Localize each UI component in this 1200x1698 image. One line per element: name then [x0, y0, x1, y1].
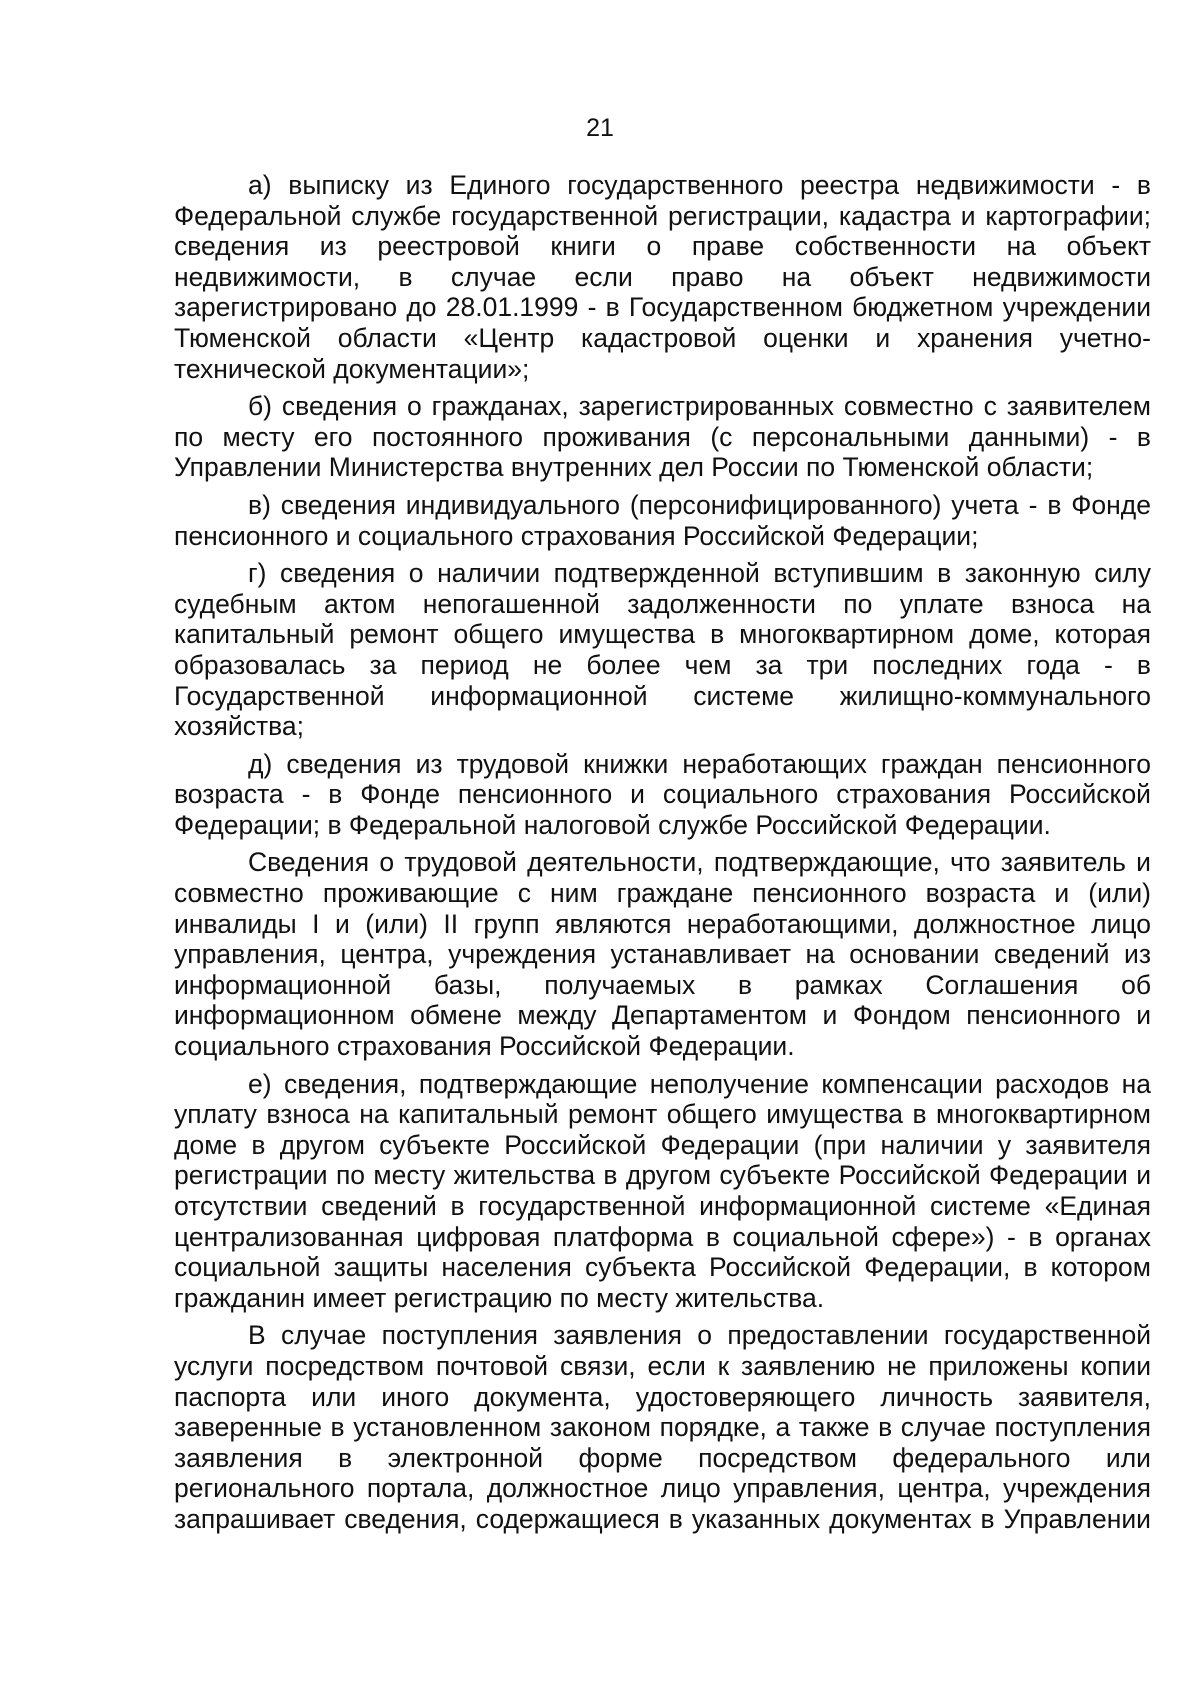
page-number: 21	[586, 114, 614, 142]
document-body	[174, 170, 1151, 1542]
paragraph-v: в) сведения индивидуального (персонифицированного) учета - в Фонде пенсионного и социального страхования Российской Федерации;	[174, 489, 1151, 551]
paragraph-work-info: Сведения о трудовой деятельности, подтверждающие, что заявитель и совместно проживающие с ним граждане пенсионного возраста и (или) инвалиды I и (или) II групп являются неработающими, должностное лицо управления, центра, учреждения устанавливает на основании сведений из информационной базы, получаемых в рамках Соглашения об информационном обмене между Департаментом и Фондом пенсионного и социального страхования Российской Федерации.	[174, 847, 1151, 1062]
paragraph-postal: В случае поступления заявления о предоставлении государственной услуги посредством почтовой связи, если к заявлению не приложены копии паспорта или иного документа, удостоверяющего личность заявителя, заверенные в установленном законом порядке, а также в случае поступления заявления в электронной форме посредством федерального или регионального портала, должностное лицо управления, центра, учреждения запрашивает сведения, содержащиеся в указанных документах в Управлении	[174, 1320, 1151, 1534]
paragraph-g: г) сведения о наличии подтвержденной вступившим в законную силу судебным актом непогашенной задолженности по уплате взноса на капитальный ремонт общего имущества в многоквартирном доме, которая образовалась за период не более чем за три последних года - в Государственной информационной системе жилищно-коммунального хозяйства;	[174, 558, 1151, 742]
paragraph-e: е) сведения, подтверждающие неполучение компенсации расходов на уплату взноса на капитальный ремонт общего имущества в многоквартирном доме в другом субъекте Российской Федерации (при наличии у заявителя регистрации по месту жительства в другом субъекте Российской Федерации и отсутствии сведений в государственной информационной системе «Единая централизованная цифровая платформа в социальной сфере») - в органах социальной защиты населения субъекта Российской Федерации, в котором гражданин имеет регистрацию по месту жительства.	[174, 1068, 1151, 1313]
paragraph-d: д) сведения из трудовой книжки неработающих граждан пенсионного возраста - в Фонде пенсионного и социального страхования Российской Федерации; в Федеральной налоговой службе Российской Федерации.	[174, 748, 1151, 840]
paragraph-a: а) выписку из Единого государственного реестра недвижимости - в Федеральной службе государственной регистрации, кадастра и картографии; сведения из реестровой книги о праве собственности на объект недвижимости, в случае если право на объект недвижимости зарегистрировано до 28.01.1999 - в Государственном бюджетном учреждении Тюменской области «Центр кадастровой оценки и хранения учетно-технической документации»;	[174, 170, 1151, 384]
paragraph-b: б) сведения о гражданах, зарегистрированных совместно с заявителем по месту его постоянного проживания (с персональными данными) - в Управлении Министерства внутренних дел России по Тюменской области;	[174, 391, 1151, 483]
